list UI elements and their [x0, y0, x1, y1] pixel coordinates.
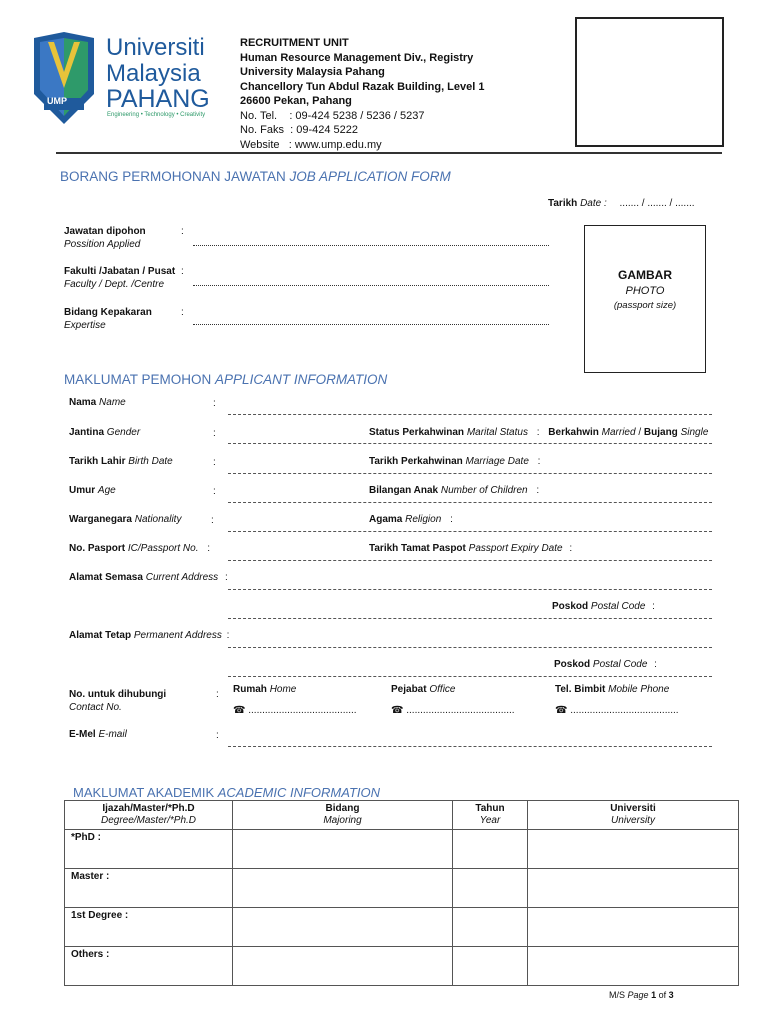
mobile-phone-label: [555, 684, 669, 695]
table-cell[interactable]: [233, 947, 453, 986]
label-malay: E-Mel: [69, 729, 96, 740]
field-colon: :: [181, 226, 184, 237]
header-line: Chancellory Tun Abdul Razak Building, Level 1: [240, 80, 485, 93]
label-english: Passport Expiry Date: [468, 543, 563, 554]
photo-box[interactable]: [584, 225, 706, 373]
colon: :: [213, 398, 216, 409]
passport-expiry-label: Tarikh Tamat Paspot Passport Expiry Date :: [369, 543, 573, 554]
table-header-row: [65, 801, 739, 830]
colon: :: [211, 515, 214, 526]
label-english: Age: [97, 485, 116, 496]
label-malay: No. untuk dihubungi: [69, 689, 167, 700]
label-malay: Tarikh Perkahwinan: [369, 456, 463, 467]
label-malay: Tarikh Tamat Paspot: [369, 543, 466, 554]
form-title-english: JOB APPLICATION FORM: [289, 169, 451, 184]
label-english: Contact No.: [69, 702, 122, 713]
label-malay: Rumah: [233, 684, 267, 695]
header-divider: [56, 152, 722, 154]
label-english: Birth Date: [128, 456, 173, 467]
label-malay: Pejabat: [391, 684, 427, 695]
logo-line-1: Universiti: [106, 34, 205, 61]
header-malay: Ijazah/Master/*Ph.D: [102, 803, 195, 814]
label-english: Marriage Date: [465, 456, 529, 467]
current-address-label: Alamat Semasa Current Address :: [69, 572, 228, 583]
table-cell[interactable]: [453, 947, 528, 986]
passport-field[interactable]: [228, 560, 712, 561]
section-title-malay: MAKLUMAT AKADEMIK: [73, 785, 215, 800]
footer-total-pages: 3: [668, 990, 674, 1000]
marriage-date-label: Tarikh Perkahwinan Marriage Date :: [369, 456, 541, 467]
header-malay: Universiti: [610, 803, 656, 814]
academic-section-title: [73, 785, 380, 800]
label-malay: Nama: [69, 397, 97, 408]
section-title-english: APPLICANT INFORMATION: [215, 372, 388, 387]
form-title: [60, 169, 451, 184]
table-row: [65, 830, 739, 869]
colon: :: [213, 486, 216, 497]
home-phone-label: [233, 684, 296, 695]
option-single-malay[interactable]: Bujang: [643, 427, 678, 438]
row-label: *PhD :: [65, 830, 233, 869]
office-phone-label: [391, 684, 455, 695]
applicant-section-title: [64, 372, 387, 387]
footer-page-word: Page: [627, 990, 649, 1000]
email-field[interactable]: [228, 746, 712, 747]
header-line: Human Resource Management Div., Registry: [240, 51, 474, 64]
table-cell[interactable]: [453, 908, 528, 947]
label-english: Office: [429, 684, 456, 695]
colon: :: [216, 689, 219, 700]
row-label: Others :: [65, 947, 233, 986]
permanent-address-line-2[interactable]: [228, 676, 712, 677]
postcode-1-label: Poskod Postal Code :: [552, 601, 655, 612]
colon: :: [213, 428, 216, 439]
label-english: Nationality: [134, 514, 182, 525]
label-english: Religion: [405, 514, 442, 525]
table-cell[interactable]: [233, 830, 453, 869]
label-english: Name: [99, 397, 126, 408]
label-english: Number of Children: [440, 485, 528, 496]
table-cell[interactable]: [233, 869, 453, 908]
label-english: IC/Passport No.: [127, 543, 199, 554]
current-address-line-1[interactable]: [228, 589, 712, 590]
logo-badge: UMP: [47, 96, 67, 106]
label-malay: Tel. Bimbit: [555, 684, 606, 695]
header-english: Majoring: [323, 815, 362, 826]
mobile-phone-field[interactable]: ☎ .......................................: [555, 705, 679, 716]
form-title-malay: BORANG PERMOHONAN JAWATAN: [60, 169, 286, 184]
option-separator: /: [638, 427, 642, 438]
table-cell[interactable]: [528, 869, 739, 908]
label-english: Current Address: [145, 572, 219, 583]
option-married-malay[interactable]: Berkahwin: [548, 427, 599, 438]
label-english: Postal Code: [590, 601, 646, 612]
table-cell[interactable]: [528, 830, 739, 869]
expertise-field[interactable]: [193, 324, 549, 325]
academic-table: [64, 800, 739, 986]
header-english: University: [611, 815, 655, 826]
table-cell[interactable]: [233, 908, 453, 947]
nationality-field[interactable]: [228, 531, 712, 532]
gender-label: [69, 427, 140, 438]
position-applied-field[interactable]: [193, 245, 549, 246]
name-field[interactable]: [228, 414, 712, 415]
office-phone-field[interactable]: ☎ .......................................: [391, 705, 515, 716]
birth-date-label: [69, 456, 173, 467]
label-english: Home: [269, 684, 297, 695]
footer-of: of: [658, 990, 667, 1000]
header-contact: No. Tel. : 09-424 5238 / 5236 / 5237: [240, 109, 425, 122]
photo-label-malay: GAMBAR: [618, 268, 672, 282]
header-line: RECRUITMENT UNIT: [240, 37, 349, 49]
header-line: University Malaysia Pahang: [240, 66, 385, 78]
nationality-label: [69, 514, 181, 525]
label-malay: Poskod: [552, 601, 589, 612]
header-english: Degree/Master/*Ph.D: [100, 815, 197, 826]
postcode-2-label: Poskod Postal Code :: [554, 659, 657, 670]
table-cell[interactable]: [528, 947, 739, 986]
header-blank-box: [575, 17, 724, 147]
gender-field[interactable]: [228, 443, 712, 444]
option-married-english[interactable]: Married: [601, 427, 636, 438]
date-blank: ....... / ....... / .......: [619, 198, 695, 209]
children-label: Bilangan Anak Number of Children :: [369, 485, 540, 496]
field-label-malay: Jawatan dipohon: [64, 226, 146, 237]
current-address-line-2[interactable]: [228, 618, 712, 619]
table-header: [233, 801, 453, 830]
name-label: [69, 397, 126, 408]
label-malay: Alamat Semasa: [69, 572, 143, 583]
label-malay: Bilangan Anak: [369, 485, 439, 496]
faculty-label: [64, 265, 175, 291]
birth-date-field[interactable]: [228, 473, 712, 474]
expertise-label: [64, 306, 152, 332]
label-english: E-mail: [98, 729, 127, 740]
passport-label: No. Pasport IC/Passport No. :: [69, 543, 211, 554]
label-english: Permanent Address: [133, 630, 222, 641]
date-label-malay: Tarikh: [548, 198, 578, 209]
table-row: [65, 947, 739, 986]
table-header: [528, 801, 739, 830]
field-label-english: Faculty / Dept. /Centre: [64, 279, 165, 290]
field-colon: :: [181, 266, 184, 277]
table-row: [65, 908, 739, 947]
header-malay: Tahun: [475, 803, 505, 814]
section-title-english: ACADEMIC INFORMATION: [217, 785, 380, 800]
age-field[interactable]: [228, 502, 712, 503]
header-line: 26600 Pekan, Pahang: [240, 95, 352, 107]
label-malay: Umur: [69, 485, 96, 496]
table-cell[interactable]: [453, 830, 528, 869]
label-malay: Alamat Tetap: [69, 630, 132, 641]
field-label-english: Expertise: [64, 320, 106, 331]
marital-status-label: Status Perkahwinan Marital Status : Berkahwin Married / Bujang Single: [369, 427, 709, 438]
date-label-english: Date :: [580, 198, 607, 209]
date-field[interactable]: [548, 198, 695, 209]
table-header: [453, 801, 528, 830]
table-cell[interactable]: [528, 908, 739, 947]
table-row: [65, 869, 739, 908]
faculty-field[interactable]: [193, 285, 549, 286]
permanent-address-label: Alamat Tetap Permanent Address :: [69, 630, 230, 641]
logo-line-3: PAHANG: [106, 85, 210, 113]
row-label: 1st Degree :: [65, 908, 233, 947]
label-malay: Jantina: [69, 427, 105, 438]
logo-tagline: Engineering • Technology • Creativity: [107, 112, 206, 118]
label-malay: Agama: [369, 514, 403, 525]
home-phone-field[interactable]: ☎ .......................................: [233, 705, 357, 716]
field-colon: :: [181, 307, 184, 318]
option-single-english[interactable]: Single: [680, 427, 709, 438]
photo-note: (passport size): [613, 300, 677, 311]
logo-line-2: Malaysia: [106, 60, 201, 87]
colon: :: [216, 730, 219, 741]
religion-label: Agama Religion :: [369, 514, 453, 525]
field-label-malay: Fakulti /Jabatan / Pusat: [64, 266, 176, 277]
field-label-english: Possition Applied: [64, 239, 141, 250]
label-english: Postal Code: [592, 659, 648, 670]
age-label: [69, 485, 116, 496]
colon: :: [213, 457, 216, 468]
position-applied-label: [64, 225, 146, 251]
label-malay: Status Perkahwinan: [369, 427, 465, 438]
header-contact: Website : www.ump.edu.my: [240, 138, 382, 151]
ump-logo: [34, 32, 234, 127]
row-label: Master :: [65, 869, 233, 908]
section-title-malay: MAKLUMAT PEMOHON: [64, 372, 212, 387]
header-address: [240, 36, 484, 152]
label-malay: No. Pasport: [69, 543, 126, 554]
permanent-address-line-1[interactable]: [228, 647, 712, 648]
label-malay: Poskod: [554, 659, 591, 670]
page-footer: [609, 990, 674, 1000]
footer-prefix: M/S: [609, 990, 626, 1000]
label-english: Gender: [106, 427, 141, 438]
header-malay: Bidang: [325, 803, 360, 814]
header-english: Year: [479, 815, 501, 826]
label-malay: Tarikh Lahir: [69, 456, 126, 467]
photo-label-english: PHOTO: [625, 285, 665, 297]
field-label-malay: Bidang Kepakaran: [64, 307, 152, 318]
table-header: [65, 801, 233, 830]
label-english: Marital Status: [466, 427, 528, 438]
label-malay: Warganegara: [69, 514, 132, 525]
footer-current-page: 1: [651, 990, 657, 1000]
email-label: [69, 729, 127, 740]
ump-shield-icon: [34, 32, 94, 124]
header-contact: No. Faks : 09-424 5222: [240, 124, 359, 136]
table-cell[interactable]: [453, 869, 528, 908]
contact-label: [69, 688, 166, 714]
label-english: Mobile Phone: [608, 684, 670, 695]
